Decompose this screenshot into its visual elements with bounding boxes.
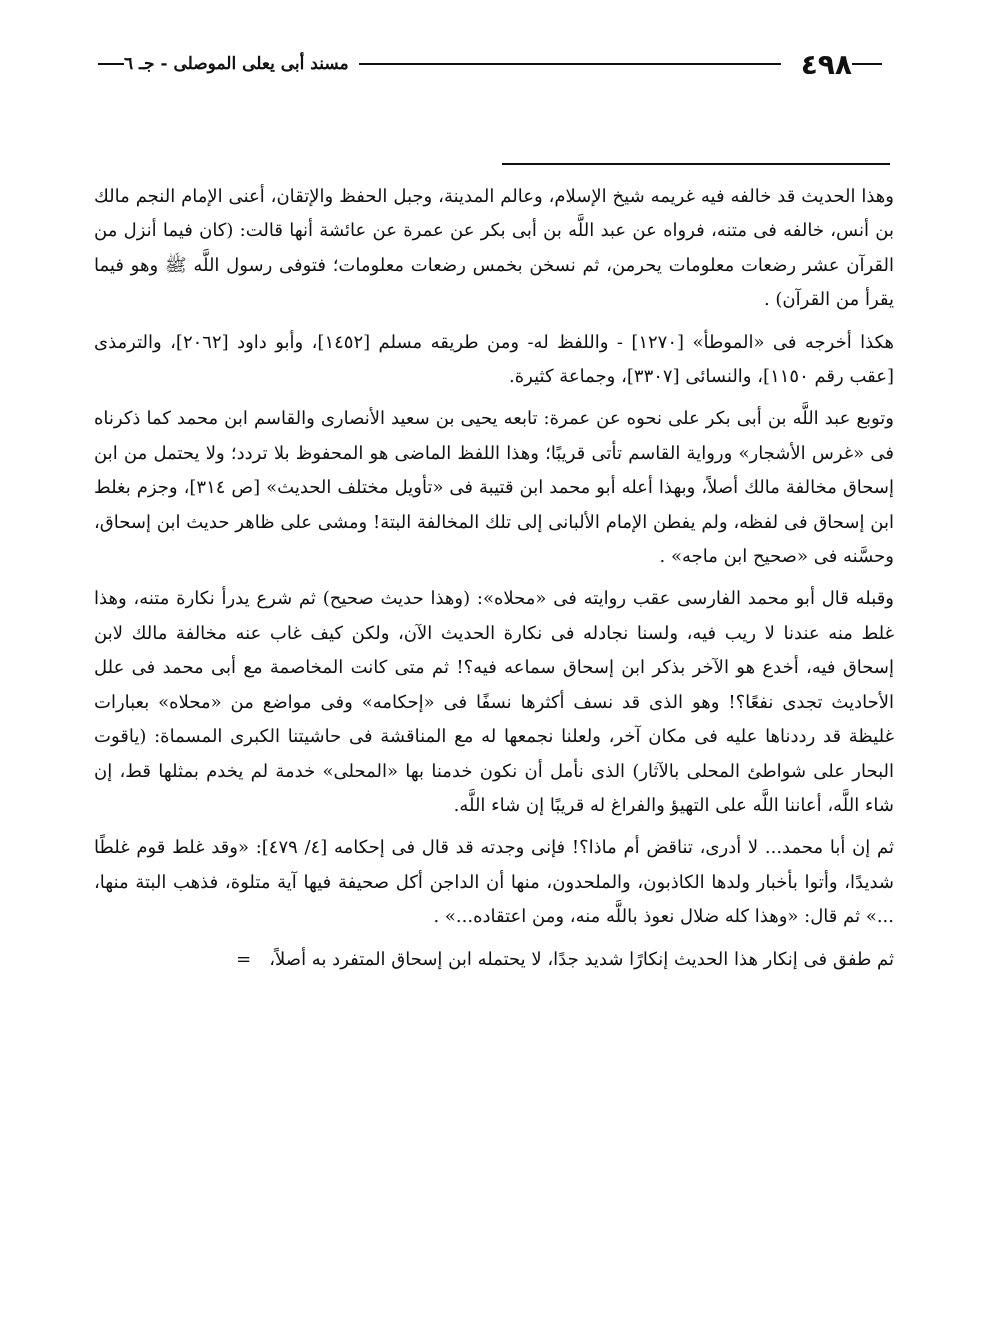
page-number: ٤٩٨ <box>800 47 852 81</box>
page-header <box>90 42 890 86</box>
running-title: مسند أبى يعلى الموصلى - جـ ٦ <box>124 54 349 74</box>
continuation-mark: = <box>236 948 252 970</box>
footnote-body <box>94 180 894 985</box>
header-rule <box>359 63 781 65</box>
header-rule-start <box>852 63 882 65</box>
paragraph: وقبله قال أبو محمد الفارسى عقب روايته فى «محلاه»: (وهذا حديث صحيح) ثم شرع يدرأ نكارة متنه، وهذا غلط منه عندنا لا ريب فيه، ولسنا نجادله فى نكارة الحديث الآن، ولكن كيف غاب عنه مخالفة مالك لابن إسحاق فيه، أخدع هو الآخر بذكر ابن إسحاق سماعه فيه؟! ثم متى كانت المخاصمة مع أبى محمد فى علل الأحاديث تجدى نفعًا؟! وهو الذى قد نسف أكثرها نسفًا فى «إحكامه» وفى مواضع من «محلاه» بعبارات غليظة قد رددناها عليه فى مكان آخر، ولعلنا نجمعها له مع المناقشة فى حاشيتنا الكبرى المسماة: (ياقوت البحار على شواطئ المحلى بالآثار) الذى نأمل أن نكون خدمنا بها «المحلى» خدمة لم يخدم بمثلها قط، إن شاء اللَّه، أعاننا اللَّه على التهيؤ والفراغ له قريبًا إن شاء اللَّه. <box>94 588 894 816</box>
paragraph: وهذا الحديث قد خالفه فيه غريمه شيخ الإسلام، وعالم المدينة، وجبل الحفظ والإتقان، أعنى الإمام النجم مالك بن أنس، خالفه فى متنه، فرواه عن عبد اللَّه بن أبى بكر عن عمرة عن عائشة أنها قالت: (كان فيما أنزل من القرآن عشر رضعات معلومات يحرمن، ثم نسخن بخمس رضعات معلومات؛ فتوفى رسول اللَّه ﷺ وهو فيما يقرأ من القرآن) . <box>94 186 894 311</box>
paragraph: هكذا أخرجه فى «الموطأ» [١٢٧٠] - واللفظ له- ومن طريقه مسلم [١٤٥٢]، وأبو داود [٢٠٦٢]، والترمذى [عقب رقم ١١٥٠]، والنسائى [٣٣٠٧]، وجماعة كثيرة. <box>94 331 895 388</box>
paragraph: ثم إن أبا محمد... لا أدرى، تناقض أم ماذا؟! فإنى وجدته قد قال فى إحكامه [٤/ ٤٧٩]: «وقد غلط قوم غلطًا شديدًا، وأتوا بأخبار ولدها الكاذبون، والملحدون، منها أن الداجن أكل صحيفة فيها آية متلوة، فذهب البتة منها، ...» ثم قال: «وهذا كله ضلال نعوذ باللَّه منه، ومن اعتقاده...» . <box>94 837 894 928</box>
paragraph: وتوبع عبد اللَّه بن أبى بكر على نحوه عن عمرة: تابعه يحيى بن سعيد الأنصارى والقاسم ابن محمد كما ذكرناه فى «غرس الأشجار» ورواية القاسم تأتى قريبًا؛ وهذا اللفظ الماضى هو المحفوظ بلا تردد؛ ولا يحتمل من ابن إسحاق مخالفة مالك أصلاً، وبهذا أعله أبو محمد ابن قتيبة فى «تأويل مختلف الحديث» [ص ٣١٤]، وجزم بغلط ابن إسحاق فى لفظه، ولم يفطن الإمام الألبانى إلى تلك المخالفة البتة! ومشى على ظاهر حديث ابن إسحاق، وحسَّنه فى «صحيح ابن ماجه» . <box>94 408 894 568</box>
footnote-separator <box>502 163 890 165</box>
header-rule-end <box>98 63 124 65</box>
paragraph-continued <box>94 943 894 977</box>
paragraph-text: ثم طفق فى إنكار هذا الحديث إنكارًا شديد جدًا، لا يحتمله ابن إسحاق المتفرد به أصلاً، <box>269 948 894 970</box>
